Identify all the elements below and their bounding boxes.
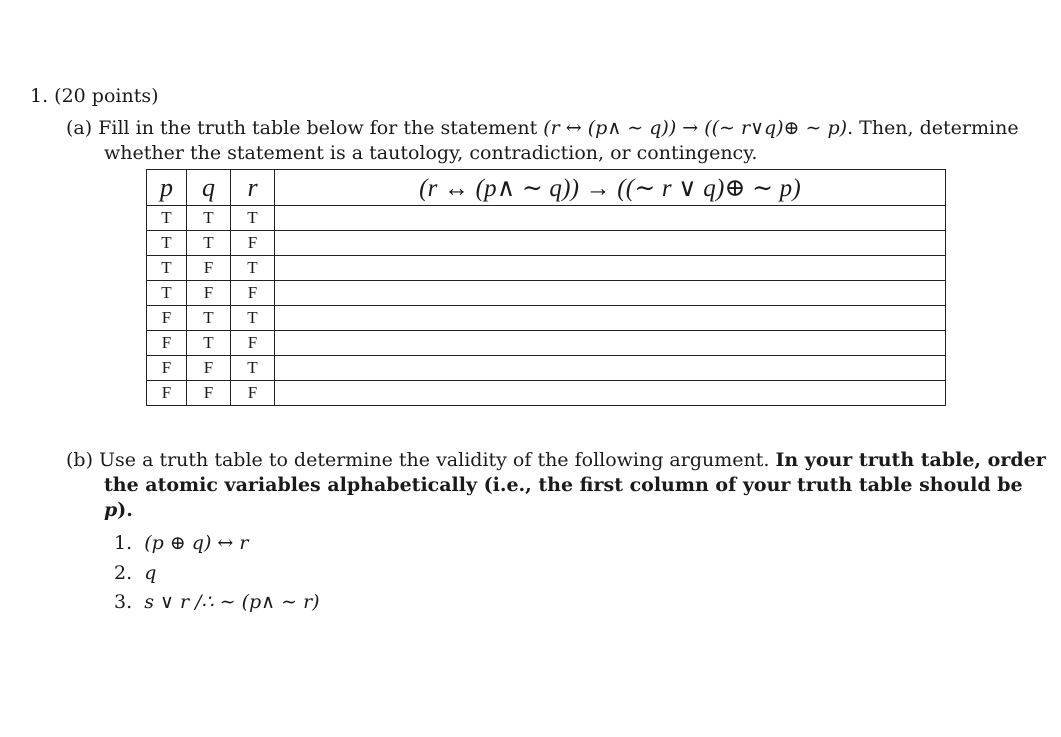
header-expression: (r ↔ (p∧ ∼ q)) → ((∼ r ∨ q)⊕ ∼ p): [275, 170, 946, 206]
part-b-label: (b): [66, 449, 93, 471]
premise-expression: (p ⊕ q) ↔ r: [144, 532, 249, 554]
part-a-prompt: [66, 116, 1019, 140]
cell-r: T: [231, 256, 275, 281]
part-b-bold-text: In your truth table, order: [775, 449, 1046, 471]
cell-expression-answer[interactable]: [275, 281, 946, 306]
cell-r: F: [231, 381, 275, 406]
table-row: [147, 356, 946, 381]
cell-r: T: [231, 206, 275, 231]
table-row: [147, 306, 946, 331]
cell-p: T: [147, 281, 187, 306]
cell-q: T: [187, 306, 231, 331]
cell-r: T: [231, 306, 275, 331]
premise-number: 2.: [114, 562, 133, 584]
cell-r: T: [231, 356, 275, 381]
part-b-prompt-line2: the atomic variables alphabetically (i.e., the first column of your truth table should be: [104, 474, 1023, 496]
cell-expression-answer[interactable]: [275, 381, 946, 406]
part-a-label: (a): [66, 117, 93, 139]
cell-q: F: [187, 381, 231, 406]
part-a-statement: (r ↔ (p∧ ∼ q)) → ((∼ r∨q)⊕ ∼ p): [543, 117, 848, 139]
premise-expression: s ∨ r /∴ ∼ (p∧ ∼ r): [144, 591, 320, 613]
cell-q: F: [187, 256, 231, 281]
cell-p: T: [147, 206, 187, 231]
table-row: [147, 231, 946, 256]
header-p: p: [147, 170, 187, 206]
cell-expression-answer[interactable]: [275, 256, 946, 281]
part-b-var-p: p: [104, 499, 118, 521]
part-a-text-after: . Then, determine: [847, 117, 1019, 139]
cell-q: T: [187, 231, 231, 256]
premise-2: [114, 561, 156, 585]
cell-expression-answer[interactable]: [275, 206, 946, 231]
table-row: [147, 381, 946, 406]
premise-number: 3.: [114, 591, 133, 613]
cell-expression-answer[interactable]: [275, 306, 946, 331]
premise-3: [114, 590, 320, 614]
part-b-prompt-line3: [104, 498, 133, 522]
table-header-row: [147, 170, 946, 206]
table-row: [147, 281, 946, 306]
premise-expression: q: [144, 562, 157, 584]
cell-q: T: [187, 206, 231, 231]
cell-p: F: [147, 356, 187, 381]
part-b-text: Use a truth table to determine the validity of the following argument.: [99, 449, 770, 471]
cell-p: T: [147, 231, 187, 256]
header-q: q: [187, 170, 231, 206]
cell-q: T: [187, 331, 231, 356]
table-row: [147, 331, 946, 356]
header-r: r: [231, 170, 275, 206]
cell-p: F: [147, 381, 187, 406]
cell-q: F: [187, 356, 231, 381]
cell-q: F: [187, 281, 231, 306]
cell-p: F: [147, 306, 187, 331]
premise-1: [114, 531, 248, 555]
part-b-line3-end: ).: [117, 499, 133, 521]
cell-expression-answer[interactable]: [275, 356, 946, 381]
cell-r: F: [231, 281, 275, 306]
problem-header: 1. (20 points): [30, 85, 159, 107]
part-a-text: Fill in the truth table below for the statement: [98, 117, 538, 139]
cell-r: F: [231, 331, 275, 356]
part-a-prompt-line2: whether the statement is a tautology, contradiction, or contingency.: [104, 142, 758, 164]
cell-p: T: [147, 256, 187, 281]
cell-expression-answer[interactable]: [275, 231, 946, 256]
premise-number: 1.: [114, 532, 133, 554]
cell-p: F: [147, 331, 187, 356]
table-row: [147, 256, 946, 281]
part-b-prompt: [66, 448, 1046, 472]
table-row: [147, 206, 946, 231]
cell-expression-answer[interactable]: [275, 331, 946, 356]
truth-table: [146, 169, 946, 406]
cell-r: F: [231, 231, 275, 256]
